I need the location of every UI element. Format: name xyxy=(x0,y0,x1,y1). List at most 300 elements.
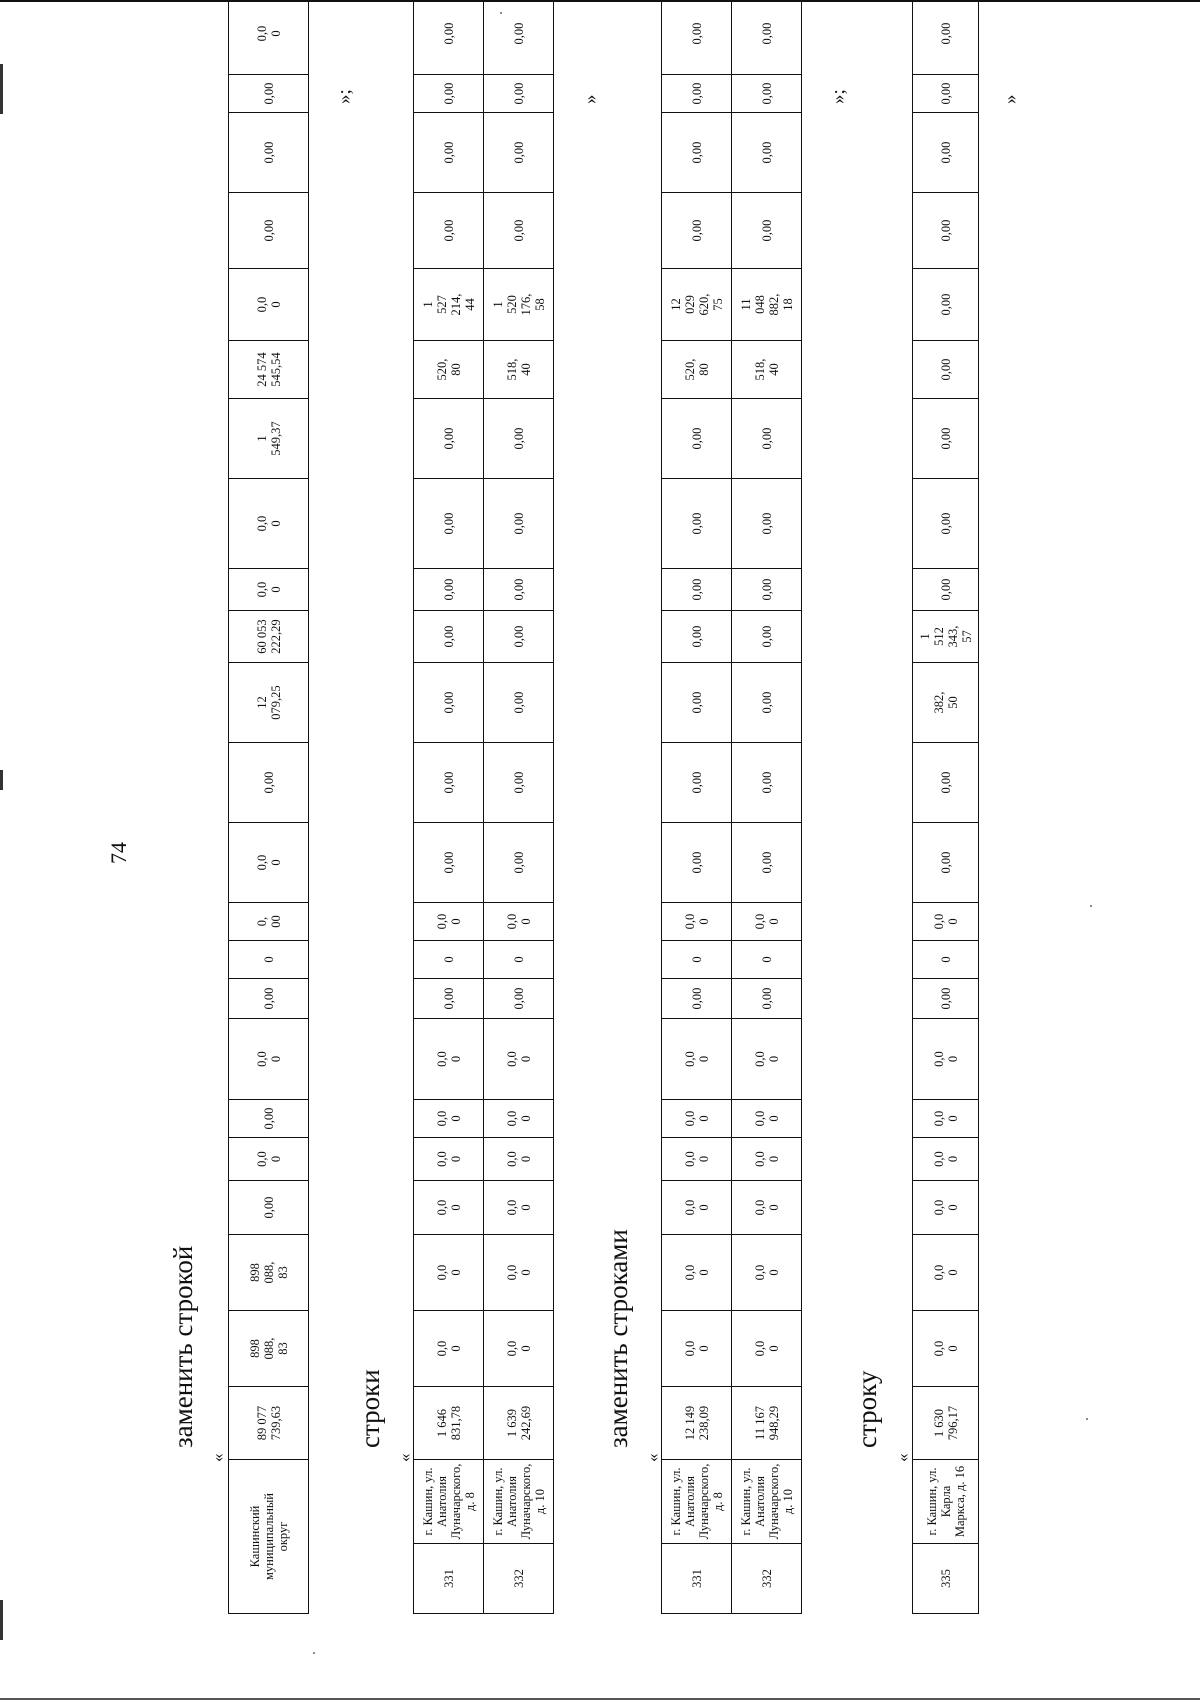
value-cell xyxy=(913,903,979,941)
value-cell-text: 0,0 0 xyxy=(931,1264,960,1281)
row-number-cell xyxy=(732,1544,802,1614)
open-quote: « xyxy=(643,1453,662,1462)
value-cell xyxy=(229,1181,309,1235)
value-cell-text: 0,00 xyxy=(261,771,276,794)
value-cell-text: 0,00 xyxy=(261,1107,276,1130)
value-cell-text: 0,0 0 xyxy=(254,1051,283,1067)
open-quote: « xyxy=(208,1453,227,1462)
value-cell-text: 0,00 xyxy=(689,141,704,164)
value-cell-text: 0,0 0 xyxy=(931,1199,960,1216)
value-cell xyxy=(229,743,309,823)
value-cell xyxy=(414,1100,484,1138)
value-cell-text: 518, 40 xyxy=(752,358,781,381)
value-cell xyxy=(484,1181,554,1235)
value-cell xyxy=(662,1019,732,1100)
value-cell xyxy=(414,611,484,663)
value-cell xyxy=(484,0,554,75)
value-cell-text: 898 088, 83 xyxy=(247,1261,290,1284)
value-cell xyxy=(484,341,554,399)
value-cell xyxy=(913,1019,979,1100)
value-cell-text: 0,00 xyxy=(938,578,953,601)
close-mark: »; xyxy=(334,89,355,104)
value-cell xyxy=(732,903,802,941)
value-cell xyxy=(662,979,732,1019)
value-cell-text: 11 048 882, 18 xyxy=(738,293,795,316)
table-row xyxy=(414,0,484,1614)
value-cell xyxy=(662,193,732,269)
value-cell xyxy=(414,341,484,399)
value-cell xyxy=(662,903,732,941)
value-cell-text: 0,00 xyxy=(759,22,774,45)
value-cell xyxy=(732,979,802,1019)
value-cell xyxy=(732,1138,802,1181)
value-cell xyxy=(229,1019,309,1100)
value-cell xyxy=(229,75,309,113)
value-cell-text: 1 549,37 xyxy=(254,421,283,456)
value-cell xyxy=(414,1387,484,1460)
value-cell-text: 0,0 0 xyxy=(931,913,960,930)
value-cell xyxy=(913,611,979,663)
value-cell-text: 0 xyxy=(938,956,953,963)
value-cell-text: 0,0 0 xyxy=(752,913,781,930)
value-cell-text: 12 079,25 xyxy=(254,685,283,720)
value-cell-text: 0,0 0 xyxy=(434,1110,463,1127)
value-cell xyxy=(414,75,484,113)
data-table xyxy=(228,0,309,1614)
value-cell xyxy=(732,1019,802,1100)
value-cell xyxy=(484,1100,554,1138)
value-cell xyxy=(229,569,309,611)
value-cell xyxy=(414,479,484,569)
value-cell-text: 0,0 0 xyxy=(504,913,533,930)
value-cell-text: 0,00 xyxy=(938,851,953,874)
value-cell xyxy=(913,979,979,1019)
value-cell-text: 0, 00 xyxy=(254,915,283,928)
value-cell xyxy=(414,569,484,611)
value-cell-text: 518, 40 xyxy=(504,358,533,381)
value-cell-text: 0,00 xyxy=(511,22,526,45)
value-cell xyxy=(484,1138,554,1181)
value-cell-text: 0,00 xyxy=(759,141,774,164)
value-cell-text: 0,00 xyxy=(689,427,704,450)
value-cell-text: 0,0 0 xyxy=(682,1199,711,1216)
value-cell xyxy=(484,979,554,1019)
value-cell-text: 0,00 xyxy=(689,512,704,535)
value-cell xyxy=(414,1235,484,1311)
value-cell-text: 0,00 xyxy=(261,82,276,105)
value-cell-text: 0,00 xyxy=(511,625,526,648)
open-quote: « xyxy=(893,1453,912,1462)
value-cell-text: 0,00 xyxy=(938,293,953,316)
value-cell-text: 0,0 0 xyxy=(682,1110,711,1127)
value-cell xyxy=(913,113,979,193)
value-cell xyxy=(414,113,484,193)
value-cell-text: 0,00 xyxy=(938,219,953,242)
value-cell xyxy=(732,743,802,823)
value-cell xyxy=(732,1387,802,1460)
value-cell-text: 0,00 xyxy=(511,512,526,535)
value-cell-text: 0,0 0 xyxy=(504,1264,533,1281)
value-cell-text: 0,00 xyxy=(689,625,704,648)
value-cell xyxy=(732,269,802,341)
value-cell xyxy=(484,903,554,941)
address-cell-text: Кашинский муниципальный округ xyxy=(247,1493,290,1580)
value-cell xyxy=(732,663,802,743)
value-cell xyxy=(484,1387,554,1460)
close-mark: »; xyxy=(828,89,849,104)
value-cell-text: 0,0 0 xyxy=(434,1340,463,1357)
value-cell xyxy=(229,399,309,479)
data-table xyxy=(413,0,554,1614)
value-cell-text: 0,0 0 xyxy=(434,913,463,930)
value-cell-text: 0,00 xyxy=(511,851,526,874)
value-cell-text: 520, 80 xyxy=(434,358,463,381)
value-cell-text: 0,0 0 xyxy=(504,1340,533,1357)
value-cell xyxy=(229,1311,309,1387)
value-cell xyxy=(732,75,802,113)
value-cell xyxy=(229,1387,309,1460)
value-cell-text: 0,0 0 xyxy=(254,515,283,532)
value-cell-text: 0,0 0 xyxy=(254,581,283,598)
value-cell-text: 0,0 0 xyxy=(434,1051,463,1067)
value-cell xyxy=(732,823,802,903)
value-cell-text: 12 149 238,09 xyxy=(682,1405,711,1441)
value-cell xyxy=(732,1311,802,1387)
close-mark: » xyxy=(580,94,601,104)
value-cell-text: 0,00 xyxy=(759,625,774,648)
value-cell-text: 0,0 0 xyxy=(682,913,711,930)
value-cell-text: 1 639 242,69 xyxy=(504,1405,533,1441)
value-cell xyxy=(913,399,979,479)
value-cell-text: 0,0 0 xyxy=(931,1151,960,1167)
value-cell xyxy=(484,1235,554,1311)
value-cell-text: 520, 80 xyxy=(682,358,711,381)
page-number: 74 xyxy=(106,842,131,864)
address-cell-text: г. Кашин, ул. Анатолия Луначарского, д. 10 xyxy=(490,1463,547,1540)
value-cell-text: 0,00 xyxy=(689,219,704,242)
value-cell xyxy=(229,341,309,399)
row-number-cell xyxy=(662,1544,732,1614)
value-cell-text: 0,00 xyxy=(441,427,456,450)
value-cell xyxy=(414,269,484,341)
value-cell-text: 0,00 xyxy=(938,512,953,535)
value-cell xyxy=(414,1311,484,1387)
value-cell-text: 0,00 xyxy=(441,512,456,535)
value-cell xyxy=(662,1235,732,1311)
value-cell-text: 0,00 xyxy=(441,691,456,714)
value-cell xyxy=(913,479,979,569)
value-cell xyxy=(484,269,554,341)
value-cell-text: 382, 50 xyxy=(931,691,960,714)
value-cell xyxy=(662,1387,732,1460)
value-cell-text: 0,00 xyxy=(938,427,953,450)
value-cell xyxy=(662,743,732,823)
value-cell xyxy=(662,75,732,113)
value-cell-text: 60 053 222,29 xyxy=(254,619,283,654)
value-cell-text: 0,00 xyxy=(689,22,704,45)
value-cell-text: 0,0 0 xyxy=(752,1110,781,1127)
value-cell xyxy=(732,341,802,399)
row-number-cell xyxy=(913,1544,979,1614)
section-heading: строку xyxy=(852,1370,882,1448)
value-cell-text: 0,00 xyxy=(689,82,704,105)
value-cell xyxy=(414,903,484,941)
value-cell xyxy=(484,1019,554,1100)
value-cell xyxy=(229,113,309,193)
value-cell-text: 0,0 0 xyxy=(254,854,283,871)
value-cell xyxy=(414,1181,484,1235)
value-cell-text: 0,0 0 xyxy=(254,25,283,42)
value-cell xyxy=(484,193,554,269)
value-cell xyxy=(662,663,732,743)
value-cell xyxy=(229,663,309,743)
value-cell xyxy=(414,941,484,979)
value-cell xyxy=(484,823,554,903)
value-cell xyxy=(662,113,732,193)
value-cell-text: 0,0 0 xyxy=(752,1340,781,1357)
value-cell-text: 0,00 xyxy=(938,987,953,1010)
value-cell-text: 11 167 948,29 xyxy=(752,1405,781,1441)
value-cell-text: 0,0 0 xyxy=(504,1051,533,1067)
value-cell xyxy=(913,1235,979,1311)
value-cell-text: 0,00 xyxy=(759,771,774,794)
value-cell xyxy=(229,903,309,941)
value-cell xyxy=(229,979,309,1019)
value-cell-text: 0,00 xyxy=(689,578,704,601)
value-cell-text: 0,0 0 xyxy=(682,1264,711,1281)
value-cell xyxy=(414,193,484,269)
value-cell-text: 0,0 0 xyxy=(752,1264,781,1281)
value-cell-text: 0,00 xyxy=(689,851,704,874)
value-cell-text: 24 574 545,54 xyxy=(254,352,283,387)
value-cell xyxy=(662,399,732,479)
value-cell-text: 0 xyxy=(511,956,526,963)
value-cell-text: 0,00 xyxy=(759,987,774,1010)
value-cell-text: 0,00 xyxy=(441,625,456,648)
value-cell-text: 1 520 176, 58 xyxy=(490,293,547,316)
value-cell-text: 0,00 xyxy=(689,691,704,714)
value-cell-text: 0,00 xyxy=(261,987,276,1010)
value-cell-text: 0,0 0 xyxy=(931,1110,960,1127)
table-row xyxy=(913,0,979,1614)
value-cell xyxy=(414,399,484,479)
value-cell-text: 0,00 xyxy=(938,771,953,794)
value-cell xyxy=(414,1138,484,1181)
value-cell xyxy=(662,569,732,611)
value-cell xyxy=(484,479,554,569)
value-cell xyxy=(913,1181,979,1235)
value-cell-text: 0,00 xyxy=(511,219,526,242)
value-cell-text: 0,00 xyxy=(689,987,704,1010)
value-cell xyxy=(229,1100,309,1138)
value-cell xyxy=(229,479,309,569)
value-cell xyxy=(913,193,979,269)
value-cell xyxy=(414,1019,484,1100)
value-cell-text: 89 077 739,63 xyxy=(254,1405,283,1441)
value-cell xyxy=(662,0,732,75)
value-cell xyxy=(229,1235,309,1311)
value-cell xyxy=(484,75,554,113)
value-cell-text: 0 xyxy=(441,956,456,963)
value-cell xyxy=(913,663,979,743)
value-cell-text: 0,0 0 xyxy=(682,1051,711,1067)
value-cell-text: 0,00 xyxy=(938,22,953,45)
value-cell xyxy=(732,569,802,611)
address-cell xyxy=(484,1460,554,1544)
table-body xyxy=(913,0,979,1614)
value-cell xyxy=(414,743,484,823)
value-cell xyxy=(229,1138,309,1181)
value-cell xyxy=(732,399,802,479)
value-cell xyxy=(662,1181,732,1235)
address-cell xyxy=(229,1460,309,1614)
address-cell xyxy=(913,1460,979,1544)
value-cell xyxy=(662,1311,732,1387)
value-cell-text: 0,0 0 xyxy=(434,1151,463,1167)
row-number-cell xyxy=(484,1544,554,1614)
value-cell-text: 0,00 xyxy=(759,691,774,714)
data-table xyxy=(661,0,802,1614)
value-cell-text: 0,00 xyxy=(441,82,456,105)
value-cell xyxy=(662,1100,732,1138)
value-cell-text: 0,00 xyxy=(441,22,456,45)
value-cell xyxy=(913,1100,979,1138)
value-cell-text: 0,00 xyxy=(441,219,456,242)
value-cell-text: 0,00 xyxy=(441,771,456,794)
value-cell-text: 1 527 214, 44 xyxy=(420,293,477,316)
value-cell-text: 12 029 620, 75 xyxy=(668,293,725,316)
value-cell xyxy=(229,941,309,979)
value-cell-text: 0,0 0 xyxy=(752,1199,781,1216)
table-body xyxy=(662,0,802,1614)
value-cell xyxy=(414,979,484,1019)
value-cell-text: 0,00 xyxy=(759,512,774,535)
value-cell xyxy=(913,941,979,979)
data-table xyxy=(912,0,979,1614)
row-number-cell-text: 335 xyxy=(938,1569,953,1588)
row-number-cell-text: 331 xyxy=(689,1569,704,1588)
value-cell xyxy=(913,1311,979,1387)
value-cell-text: 1 630 796,17 xyxy=(931,1405,960,1441)
address-cell-text: г. Кашин, ул. Карла Маркса, д. 16 xyxy=(924,1465,967,1538)
address-cell-text: г. Кашин, ул. Анатолия Луначарского, д. 10 xyxy=(738,1463,795,1540)
open-quote: « xyxy=(395,1453,414,1462)
value-cell-text: 0,0 0 xyxy=(752,1051,781,1067)
table-row xyxy=(732,0,802,1614)
value-cell xyxy=(229,823,309,903)
value-cell xyxy=(732,611,802,663)
value-cell xyxy=(913,269,979,341)
section-heading: строки xyxy=(355,1369,385,1448)
value-cell-text: 0,00 xyxy=(441,987,456,1010)
value-cell-text: 1 512 343, 57 xyxy=(917,625,974,648)
value-cell xyxy=(484,743,554,823)
value-cell-text: 0,00 xyxy=(261,1196,276,1219)
value-cell xyxy=(732,941,802,979)
value-cell xyxy=(913,341,979,399)
value-cell-text: 0,00 xyxy=(441,141,456,164)
section-heading: заменить строкой xyxy=(168,1245,198,1448)
value-cell-text: 0,0 0 xyxy=(434,1199,463,1216)
value-cell xyxy=(414,0,484,75)
value-cell xyxy=(662,611,732,663)
value-cell-text: 0,00 xyxy=(261,141,276,164)
value-cell xyxy=(484,663,554,743)
value-cell xyxy=(913,75,979,113)
row-number-cell-text: 332 xyxy=(759,1569,774,1588)
value-cell-text: 0,00 xyxy=(759,82,774,105)
value-cell-text: 1 646 831,78 xyxy=(434,1405,463,1441)
value-cell xyxy=(913,0,979,75)
value-cell xyxy=(732,479,802,569)
value-cell-text: 0,00 xyxy=(511,141,526,164)
value-cell xyxy=(732,1100,802,1138)
value-cell-text: 0,00 xyxy=(938,82,953,105)
value-cell xyxy=(484,1311,554,1387)
value-cell-text: 0 xyxy=(759,956,774,963)
value-cell-text: 0,00 xyxy=(261,219,276,242)
address-cell-text: г. Кашин, ул. Анатолия Луначарского, д. 8 xyxy=(420,1463,477,1540)
section-heading: заменить строками xyxy=(603,1229,633,1448)
value-cell xyxy=(913,823,979,903)
value-cell-text: 0,00 xyxy=(511,82,526,105)
value-cell xyxy=(913,743,979,823)
address-cell xyxy=(732,1460,802,1544)
value-cell-text: 0,0 0 xyxy=(752,1151,781,1167)
value-cell xyxy=(662,269,732,341)
value-cell xyxy=(732,0,802,75)
value-cell xyxy=(484,399,554,479)
value-cell xyxy=(913,1387,979,1460)
value-cell-text: 0 xyxy=(261,956,276,963)
value-cell-text: 0,0 0 xyxy=(682,1151,711,1167)
value-cell-text: 0,0 0 xyxy=(504,1110,533,1127)
value-cell-text: 0,00 xyxy=(511,987,526,1010)
table-row xyxy=(484,0,554,1614)
value-cell-text: 0,00 xyxy=(759,851,774,874)
value-cell xyxy=(732,113,802,193)
value-cell xyxy=(662,341,732,399)
value-cell xyxy=(484,611,554,663)
value-cell xyxy=(732,1235,802,1311)
value-cell xyxy=(229,269,309,341)
value-cell-text: 0,00 xyxy=(441,578,456,601)
value-cell xyxy=(484,569,554,611)
value-cell-text: 0,00 xyxy=(938,358,953,381)
value-cell xyxy=(732,193,802,269)
value-cell xyxy=(484,113,554,193)
value-cell-text: 0,00 xyxy=(511,691,526,714)
value-cell xyxy=(229,611,309,663)
value-cell-text: 0,0 0 xyxy=(504,1151,533,1167)
value-cell-text: 0,0 0 xyxy=(254,296,283,313)
value-cell xyxy=(662,823,732,903)
table-body xyxy=(229,0,309,1614)
value-cell-text: 0,00 xyxy=(511,578,526,601)
row-number-cell-text: 332 xyxy=(511,1569,526,1588)
value-cell xyxy=(414,663,484,743)
value-cell xyxy=(662,479,732,569)
value-cell-text: 0,00 xyxy=(759,578,774,601)
address-cell xyxy=(414,1460,484,1544)
value-cell xyxy=(414,823,484,903)
value-cell-text: 0,0 0 xyxy=(682,1340,711,1357)
table-body xyxy=(414,0,554,1614)
value-cell xyxy=(662,1138,732,1181)
address-cell-text: г. Кашин, ул. Анатолия Луначарского, д. 8 xyxy=(668,1463,725,1540)
value-cell xyxy=(662,941,732,979)
value-cell xyxy=(229,0,309,75)
